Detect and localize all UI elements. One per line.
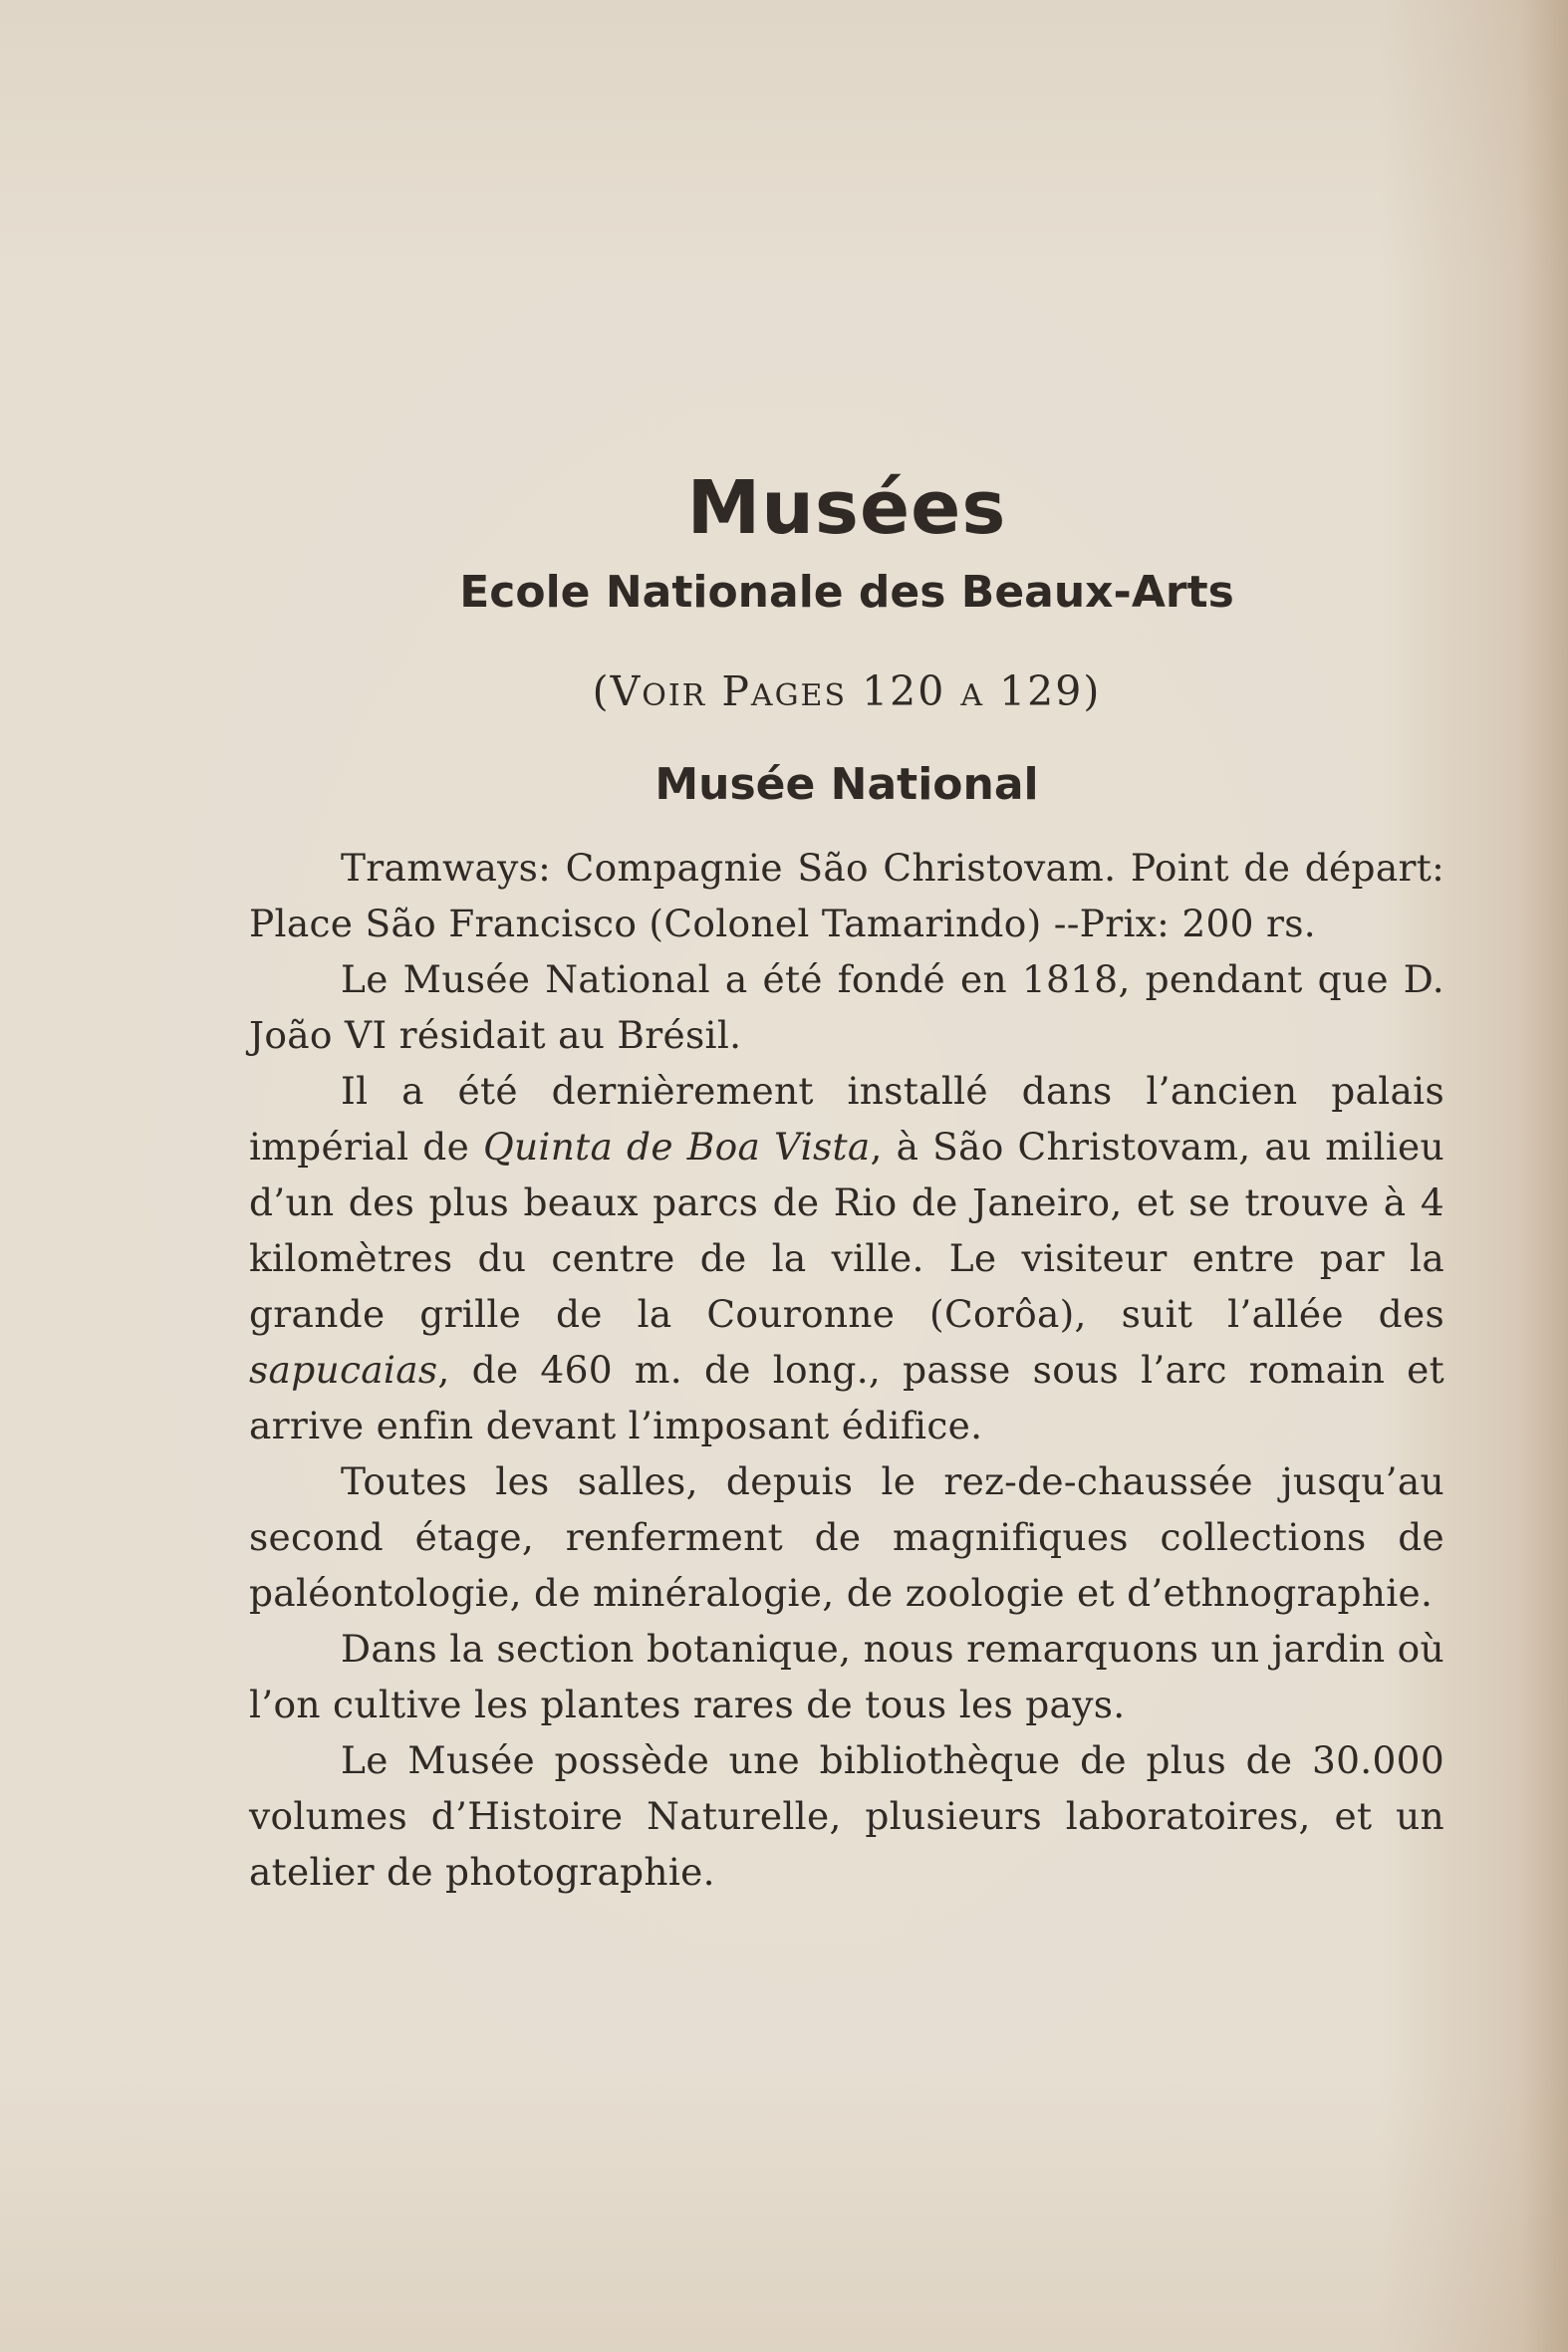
section-heading-beaux-arts: Ecole Nationale des Beaux-Arts	[459, 567, 1234, 619]
location-text-e: , de 460 m. de long., passe sous l’arc romain et arrive enfin devant l’imposant édifice.	[249, 1348, 1444, 1448]
location-text-a: Il a été dernièrement installé dans l’ancien palais impérial de	[249, 1069, 1444, 1170]
page-title: Musées	[686, 465, 1007, 551]
ref-conjunction: A	[960, 678, 985, 714]
paragraph-foundation: Le Musée National a été fondé en 1818, pendant que D. João VI résidait au Brésil.	[249, 957, 1444, 1058]
page-reference	[249, 667, 1444, 715]
ref-voir-initial: V	[610, 667, 643, 716]
section-heading-musee-national: Musée National	[654, 759, 1039, 811]
paragraph-library: Le Musée possède une bibliothèque de plus de 30.000 volumes d’Histoire Naturelle, plusieurs laboratoires, et un atelier de photographie.	[249, 1738, 1444, 1895]
paragraph-location	[249, 1063, 1444, 1453]
place-name-quinta: Quinta de Boa Vista	[482, 1125, 871, 1170]
ref-pages-rest: AGES	[750, 678, 848, 714]
ref-page-end: 129	[999, 667, 1084, 716]
ref-open-paren: (	[592, 667, 611, 716]
text-column	[249, 465, 1444, 1900]
paragraph-tramways: Tramways: Compagnie São Christovam. Point de départ: Place São Francisco (Colonel Tamarindo) --Prix: 200 rs.	[249, 846, 1444, 946]
paragraph-botany: Dans la section botanique, nous remarquons un jardin où l’on cultive les plantes rares de tous les pays.	[249, 1627, 1444, 1727]
location-text-c: , à São Christovam, au milieu d’un des plus beaux parcs de Rio de Janeiro, et se trouve à 4 kilomètres du centre de la ville. Le visiteur entre par la grande grille de la Couronne (Corôa), suit l’allée des	[249, 1125, 1444, 1337]
paragraph-collections: Toutes les salles, depuis le rez-de-chaussée jusqu’au second étage, renferment de magnifiques collections de paléontologie, de minéralogie, de zoologie et d’ethnographie.	[249, 1459, 1444, 1616]
tree-name-sapucaias: sapucaias	[249, 1348, 438, 1393]
ref-pages-initial: P	[721, 667, 751, 716]
ref-page-start: 120	[862, 667, 946, 716]
ref-voir-rest: OIR	[642, 678, 707, 714]
ref-close-paren: )	[1083, 667, 1102, 716]
